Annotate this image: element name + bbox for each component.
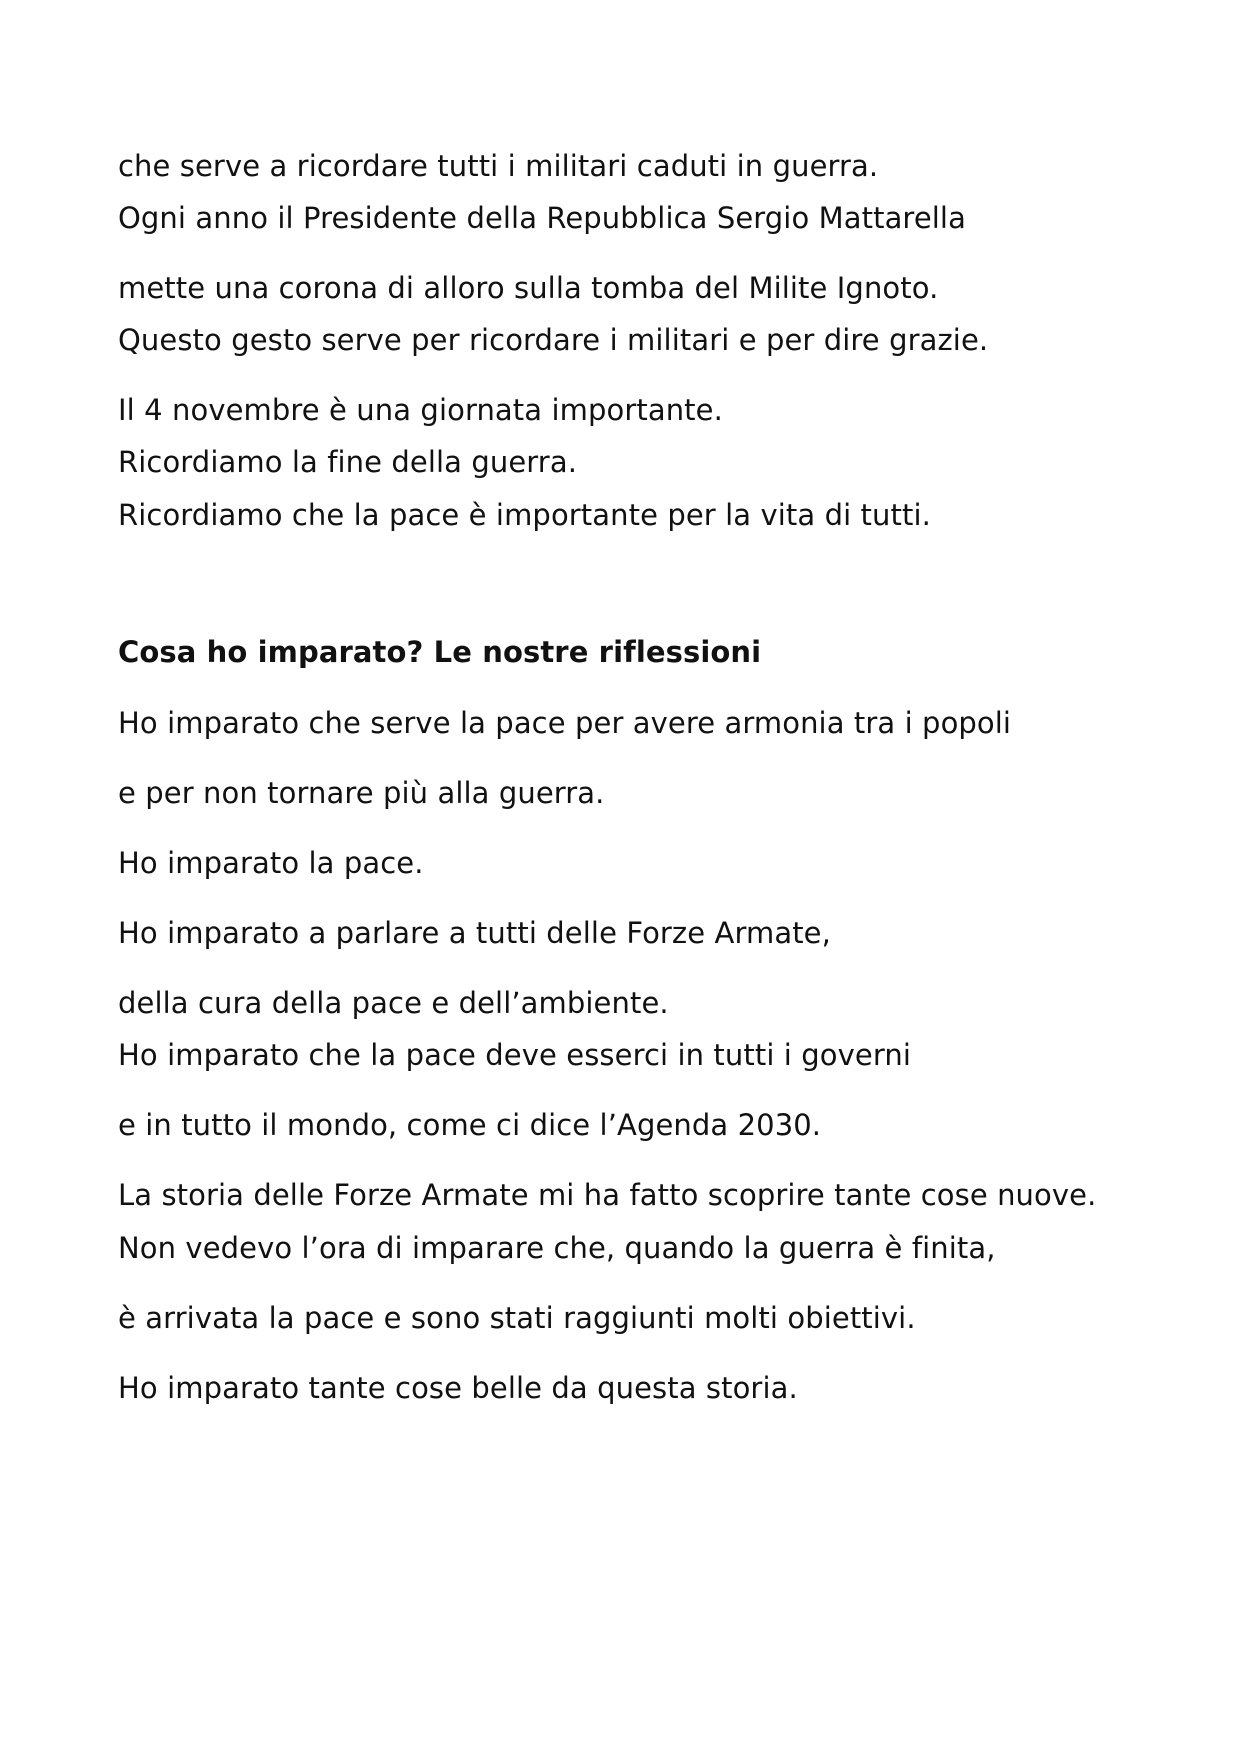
intro-line: Ricordiamo che la pace è importante per la vita di tutti. bbox=[118, 498, 931, 532]
reflection-line: Ho imparato che la pace deve esserci in tutti i governi bbox=[118, 1038, 911, 1072]
intro-line: Il 4 novembre è una giornata importante. bbox=[118, 393, 723, 427]
reflection-line: Ho imparato la pace. bbox=[118, 846, 424, 880]
reflection-line: e per non tornare più alla guerra. bbox=[118, 776, 605, 810]
reflection-line: è arrivata la pace e sono stati raggiunti molti obiettivi. bbox=[118, 1301, 916, 1335]
reflection-line: Ho imparato a parlare a tutti delle Forze Armate, bbox=[118, 916, 831, 950]
reflection-line: Non vedevo l’ora di imparare che, quando la guerra è finita, bbox=[118, 1231, 996, 1265]
reflection-line: La storia delle Forze Armate mi ha fatto scoprire tante cose nuove. bbox=[118, 1178, 1097, 1212]
reflection-line: della cura della pace e dell’ambiente. bbox=[118, 986, 669, 1020]
reflection-line: Ho imparato che serve la pace per avere armonia tra i popoli bbox=[118, 706, 1012, 740]
section-heading: Cosa ho imparato? Le nostre riflessioni bbox=[118, 635, 762, 669]
intro-line: che serve a ricordare tutti i militari caduti in guerra. bbox=[118, 149, 879, 183]
reflection-line: e in tutto il mondo, come ci dice l’Agenda 2030. bbox=[118, 1108, 822, 1142]
reflection-line: Ho imparato tante cose belle da questa storia. bbox=[118, 1371, 798, 1405]
intro-line: Questo gesto serve per ricordare i militari e per dire grazie. bbox=[118, 323, 989, 357]
intro-line: Ricordiamo la fine della guerra. bbox=[118, 445, 578, 479]
intro-line: Ogni anno il Presidente della Repubblica Sergio Mattarella bbox=[118, 201, 966, 235]
intro-line: mette una corona di alloro sulla tomba del Milite Ignoto. bbox=[118, 271, 939, 305]
